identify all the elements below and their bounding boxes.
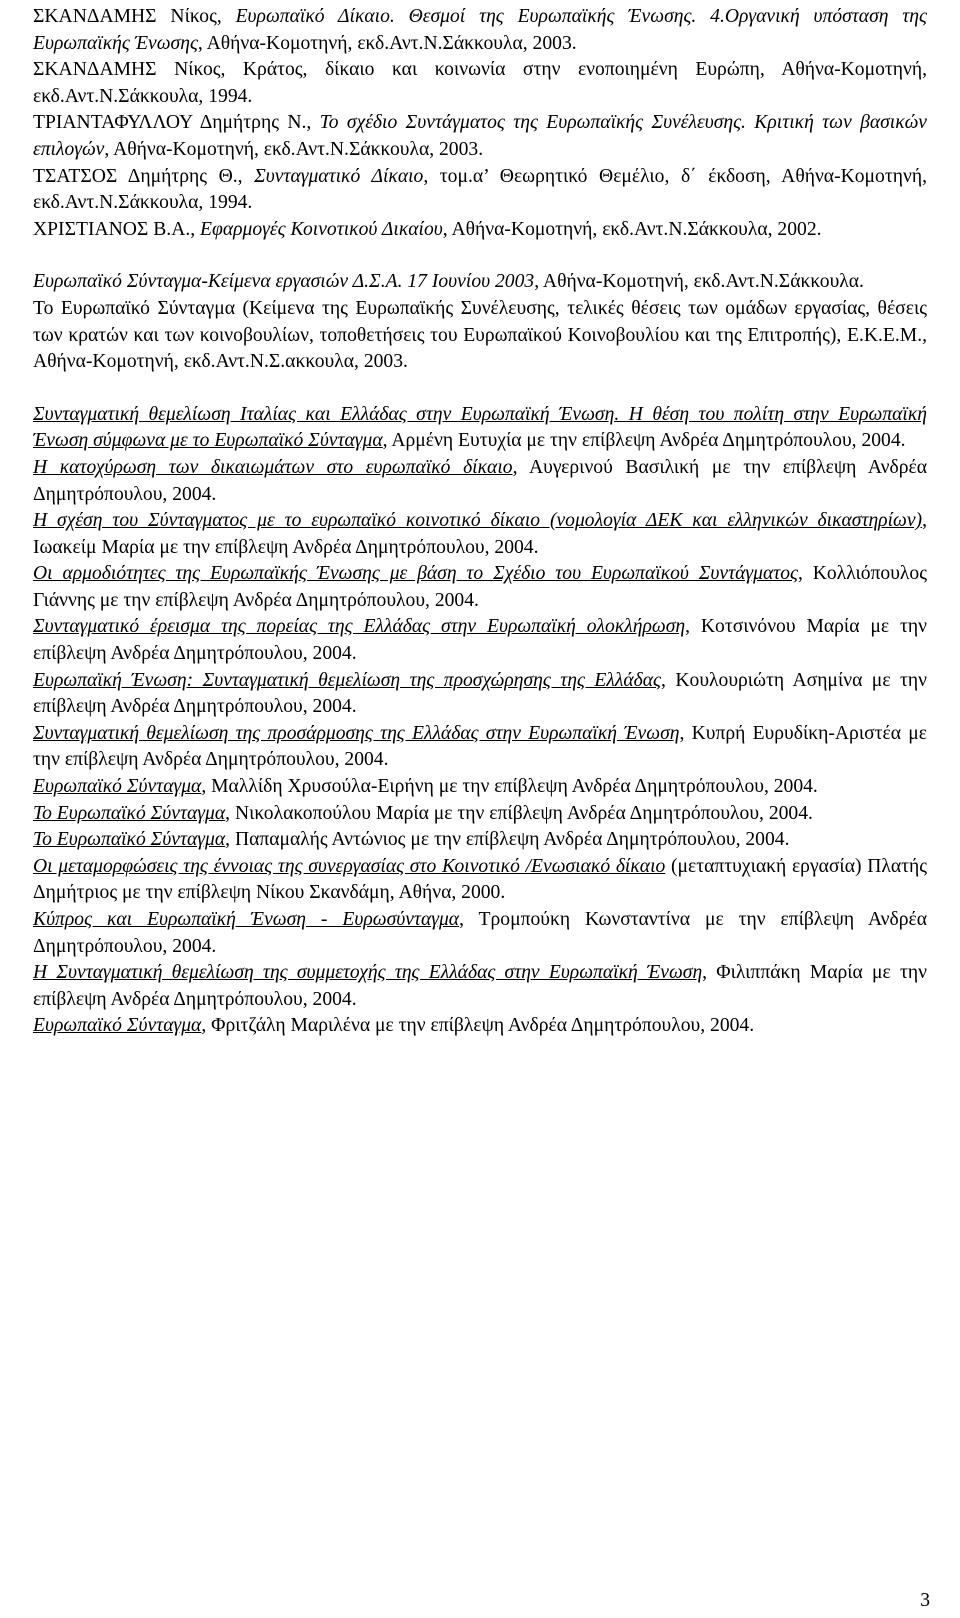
reference-entry (33, 164, 927, 217)
reference-entry (33, 721, 927, 774)
reference-author: ΣΚΑΝΔΑΜΗΣ Νίκος, Κράτος, δίκαιο και κοινωνία στην ενοποιημένη Ευρώπη, Αθήνα-Κομοτηνή, εκδ.Αντ.Ν.Σάκκουλα, 1994. (33, 59, 927, 107)
reference-title: Το Ευρωπαϊκό Σύνταγμα (33, 829, 226, 851)
reference-title: Οι μεταμορφώσεις της έννοιας της συνεργασίας στο Κοινοτικό /Ενωσιακό δίκαιο (33, 855, 666, 877)
reference-entry (33, 57, 927, 110)
bibliography-page (33, 4, 927, 1040)
page-number: 3 (920, 1590, 930, 1611)
reference-publication: , Αρμένη Ευτυχία με την επίβλεψη Ανδρέα Δημητρόπουλου, 2004. (382, 430, 906, 452)
reference-title: Συνταγματική θεμελίωση της προσάρμοσης της Ελλάδας στην Ευρωπαϊκή Ένωση (33, 722, 680, 744)
reference-title: Συνταγματική θεμελίωση Ιταλίας και Ελλάδας στην Ευρωπαϊκή Ένωση. Η θέση του πολίτη στην Ευρωπαϊκή Ένωση σύμφωνα με το Ευρωπαϊκό Σύνταγμα (33, 403, 927, 452)
reference-entry (33, 960, 927, 1013)
reference-title: Το σχέδιο Συντάγματος της Ευρωπαϊκής Συνέλευσης. Κριτική των βασικών επιλογών (33, 112, 927, 160)
reference-entry (33, 614, 927, 667)
reference-entry (33, 269, 927, 296)
reference-publication: , Φριτζάλη Μαριλένα με την επίβλεψη Ανδρέα Δημητρόπουλου, 2004. (201, 1015, 755, 1037)
reference-publication: , Κυπρή Ευρυδίκη-Αριστέα με την επίβλεψη Ανδρέα Δημητρόπουλου, 2004. (33, 722, 927, 771)
reference-title: Συνταγματικό έρεισμα της πορείας της Ελλάδας στην Ευρωπαϊκή ολοκλήρωση (33, 616, 686, 638)
reference-entry (33, 561, 927, 614)
reference-publication: , Κολλιόπουλος Γιάννης με την επίβλεψη Ανδρέα Δημητρόπουλου, 2004. (33, 563, 927, 611)
reference-publication: , Κοτσινόνου Μαρία με την επίβλεψη Ανδρέα Δημητρόπουλου, 2004. (33, 616, 927, 665)
thesis-references (33, 402, 927, 1040)
reference-publication: , Αθήνα-Κομοτηνή, εκδ.Αντ.Ν.Σάκκουλα. (534, 271, 864, 293)
reference-title: Ευρωπαϊκό Σύνταγμα-Κείμενα εργασιών Δ.Σ.Α. 17 Ιουνίου 2003 (33, 271, 535, 293)
reference-publication: (μεταπτυχιακή εργασία) Πλατής Δημήτριος με την επίβλεψη Νίκου Σκανδάμη, Αθήνα, 2000. (33, 855, 928, 904)
reference-entry (33, 1013, 927, 1040)
reference-publication: , Μαλλίδη Χρυσούλα-Ειρήνη με την επίβλεψη Ανδρέα Δημητρόπουλου, 2004. (201, 776, 818, 798)
reference-title: Ευρωπαϊκό Σύνταγμα (33, 1015, 202, 1037)
reference-entry (33, 402, 927, 455)
reference-publication: , Φιλιππάκη Μαρία με την επίβλεψη Ανδρέα Δημητρόπουλου, 2004. (33, 962, 927, 1010)
reference-title: Συνταγματικό Δίκαιο (254, 165, 424, 187)
reference-title: Ευρωπαϊκή Ένωση: Συνταγματική θεμελίωση της προσχώρησης της Ελλάδας (33, 669, 661, 691)
reference-entry (33, 455, 927, 508)
reference-publication: , Αθήνα-Κομοτηνή, εκδ.Αντ.Ν.Σάκκουλα, 2003. (104, 138, 484, 160)
reference-title: Η κατοχύρωση των δικαιωμάτων στο ευρωπαϊκό δίκαιο (33, 456, 513, 478)
reference-entry (33, 774, 927, 801)
reference-author: Το Ευρωπαϊκό Σύνταγμα (Κείμενα της Ευρωπαϊκής Συνέλευσης, τελικές θέσεις των ομάδων εργασίας, θέσεις των κρατών και των κοινοβουλίων, τοποθετήσεις του Ευρωπαϊκού Κοινοβουλίου και της Επιτροπής), Ε.Κ.Ε.Μ., Αθήνα-Κομοτηνή, εκδ.Αντ.Ν.Σ.ακκουλα, 2003. (33, 297, 927, 373)
collection-references (33, 269, 927, 375)
reference-publication: , Αθήνα-Κομοτηνή, εκδ.Αντ.Ν.Σάκκουλα, 2002. (442, 218, 822, 240)
reference-title: Η Συνταγματική θεμελίωση της συμμετοχής της Ελλάδας στην Ευρωπαϊκή Ένωση (33, 962, 703, 984)
reference-author: ΤΣΑΤΣΟΣ Δημήτρης Θ., (33, 165, 255, 187)
reference-publication: , Τρομπούκη Κωνσταντίνα με την επίβλεψη Ανδρέα Δημητρόπουλου, 2004. (33, 909, 927, 957)
reference-entry (33, 854, 927, 907)
reference-entry (33, 907, 927, 960)
reference-title: Ευρωπαϊκό Σύνταγμα (33, 776, 202, 798)
reference-publication: , Παπαμαλής Αντώνιος με την επίβλεψη Ανδρέα Δημητρόπουλου, 2004. (225, 829, 790, 851)
book-references (33, 4, 927, 243)
reference-publication: , Νικολακοπούλου Μαρία με την επίβλεψη Ανδρέα Δημητρόπουλου, 2004. (225, 802, 813, 824)
reference-title: Εφαρμογές Κοινοτικού Δικαίου (200, 218, 443, 240)
reference-entry (33, 4, 927, 57)
reference-publication: , Κουλουριώτη Ασημίνα με την επίβλεψη Ανδρέα Δημητρόπουλου, 2004. (33, 669, 927, 718)
reference-entry (33, 508, 927, 561)
reference-title: Ευρωπαϊκό Δίκαιο. Θεσμοί της Ευρωπαϊκής Ένωσης. 4.Οργανική υπόσταση της Ευρωπαϊκής Ένωσης (33, 6, 927, 54)
reference-publication: , Αθήνα-Κομοτηνή, εκδ.Αντ.Ν.Σάκκουλα, 2003. (197, 32, 577, 54)
reference-title: Οι αρμοδιότητες της Ευρωπαϊκής Ένωσης με βάση το Σχέδιο του Ευρωπαϊκού Συντάγματος (33, 563, 798, 585)
reference-author: ΤΡΙΑΝΤΑΦΥΛΛΟΥ Δημήτρης Ν., (33, 112, 320, 134)
reference-title: Κύπρος και Ευρωπαϊκή Ένωση - Ευρωσύνταγμα (33, 909, 460, 930)
reference-entry (33, 827, 927, 854)
reference-publication: , Ιωακείμ Μαρία με την επίβλεψη Ανδρέα Δημητρόπουλου, 2004. (33, 510, 927, 558)
reference-title: Το Ευρωπαϊκό Σύνταγμα (33, 802, 226, 824)
reference-publication: , Αυγερινού Βασιλική με την επίβλεψη Ανδρέα Δημητρόπουλου, 2004. (33, 456, 927, 505)
reference-entry (33, 801, 927, 828)
reference-entry (33, 296, 927, 376)
reference-author: ΣΚΑΝΔΑΜΗΣ Νίκος, (33, 6, 236, 27)
reference-entry (33, 110, 927, 163)
reference-entry (33, 217, 927, 244)
reference-entry (33, 668, 927, 721)
reference-author: ΧΡΙΣΤΙΑΝΟΣ Β.Α., (33, 218, 201, 240)
reference-publication: , τομ.α’ Θεωρητικό Θεμέλιο, δ΄ έκδοση, Αθήνα-Κομοτηνή, εκδ.Αντ.Ν.Σάκκουλα, 1994. (33, 165, 927, 214)
reference-title: Η σχέση του Σύνταγματος με το ευρωπαϊκό κοινοτικό δίκαιο (νομολογία ΔΕΚ και ελληνικών δικαστηρίων) (33, 510, 923, 532)
